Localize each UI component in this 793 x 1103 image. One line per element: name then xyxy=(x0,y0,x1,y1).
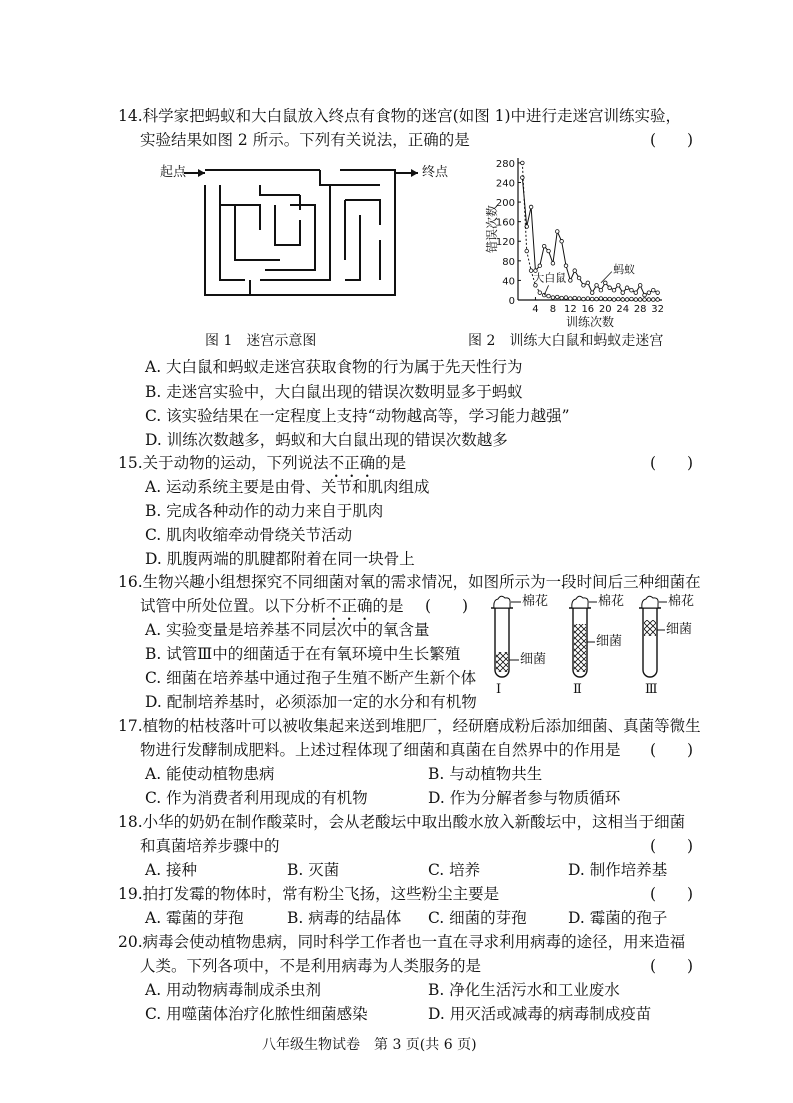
ant-data-point xyxy=(617,284,621,288)
rat-data-point xyxy=(656,298,660,302)
q14-stem-line2: 实验结果如图 2 所示。下列有关说法，正确的是 xyxy=(140,131,470,149)
q16-stem-line1: 16.生物兴趣小组想探究不同细菌对氧的需求情况，如图所示为一段时间后三种细菌在 xyxy=(118,573,701,591)
q20-option-c: C. 用噬菌体治疗化脓性细菌感染 xyxy=(145,1005,368,1023)
rat-data-point xyxy=(555,295,559,299)
tube3-bacteria-label: 细菌 xyxy=(666,622,693,637)
rat-data-point xyxy=(577,297,581,301)
rat-data-point xyxy=(569,297,573,301)
q19-option-b: B. 病毒的结晶体 xyxy=(287,909,402,927)
tube2-cotton-label: 棉花 xyxy=(598,594,625,609)
ant-data-point xyxy=(643,293,647,297)
rat-data-point xyxy=(564,296,568,300)
ant-data-point xyxy=(542,244,546,248)
rat-data-point xyxy=(617,297,621,301)
q19-option-d: D. 霉菌的孢子 xyxy=(568,909,668,927)
q20-stem-line2: 人类。下列各项中，不是利用病毒为人类服务的是 xyxy=(140,957,482,975)
q15-answer-paren: ( ) xyxy=(650,454,694,472)
q15-option-c: C. 肌肉收缩牵动骨绕关节活动 xyxy=(145,526,353,544)
rat-data-point xyxy=(638,298,642,302)
rat-data-point xyxy=(647,298,651,302)
q17-option-b: B. 与动植物共生 xyxy=(428,765,543,783)
y-tick-label: 280 xyxy=(495,158,515,170)
ant-data-point xyxy=(551,261,555,265)
test-tubes-diagram xyxy=(485,590,695,690)
q18-option-c: C. 培养 xyxy=(428,861,481,879)
y-axis-label: 错误次数 xyxy=(485,204,499,254)
maze-end-label: 终点 xyxy=(422,165,449,180)
x-tick-label: 8 xyxy=(549,304,557,315)
q15-stem-post: 的是 xyxy=(375,454,407,472)
q16-stem-pre: 试管中所处位置。以下分析 xyxy=(140,597,327,615)
tube1-bacteria-label: 细菌 xyxy=(520,652,547,667)
rat-data-point xyxy=(612,298,616,302)
rat-label-leader xyxy=(544,285,548,295)
tube3-label: Ⅲ xyxy=(645,682,658,697)
x-tick-label: 28 xyxy=(633,304,647,315)
y-tick-label: 80 xyxy=(502,256,515,268)
x-tick-label: 32 xyxy=(651,304,665,315)
x-tick-label: 24 xyxy=(616,304,630,315)
ant-data-point xyxy=(573,269,577,273)
tube3-cotton-label: 棉花 xyxy=(668,594,695,609)
tube2-label: Ⅱ xyxy=(573,682,582,697)
fig2-caption: 图 2 训练大白鼠和蚂蚁走迷宫 xyxy=(468,333,664,349)
q16-option-c: C. 细菌在培养基中通过孢子生殖不断产生新个体 xyxy=(145,669,477,687)
q16-stem-post: 的是 xyxy=(372,597,404,615)
q18-stem-line2: 和真菌培养步骤中的 xyxy=(140,837,280,855)
q15-option-a: A. 运动系统主要是由骨、关节和肌肉组成 xyxy=(145,478,430,496)
q16-option-a: A. 实验变量是培养基不同层次中的氧含量 xyxy=(145,621,430,639)
rat-data-point xyxy=(560,296,564,300)
q14-option-a: A. 大白鼠和蚂蚁走迷宫获取食物的行为属于先天性行为 xyxy=(145,358,523,376)
rat-series-label: 大白鼠 xyxy=(533,271,567,285)
q18-stem-line1: 18.小华的奶奶在制作酸菜时，会从老酸坛中取出酸水放入新酸坛中，这相当于细菌 xyxy=(118,813,686,831)
x-tick-label: 16 xyxy=(581,304,595,315)
q18-answer-paren: ( ) xyxy=(650,837,694,855)
maze-diagram xyxy=(150,150,440,300)
rat-data-point xyxy=(625,298,629,302)
y-tick-label: 240 xyxy=(495,178,515,190)
rat-data-point xyxy=(603,297,607,301)
ant-data-point xyxy=(582,284,586,288)
rat-data-point xyxy=(586,297,590,301)
y-tick-label: 40 xyxy=(502,276,515,288)
ant-data-point xyxy=(529,205,533,209)
ant-data-point xyxy=(651,288,655,292)
q20-stem-line1: 20.病毒会使动植物患病，同时科学工作者也一直在寻求利用病毒的途径，用来造福 xyxy=(118,933,686,951)
q19-option-c: C. 细菌的芽孢 xyxy=(428,909,527,927)
x-tick-label: 12 xyxy=(563,304,577,315)
rat-data-point xyxy=(599,297,603,301)
rat-data-point xyxy=(643,298,647,302)
ant-data-point xyxy=(538,264,542,268)
x-axis-label: 训练次数 xyxy=(565,315,615,329)
rat-data-point xyxy=(590,297,594,301)
rat-data-point xyxy=(595,297,599,301)
q20-option-d: D. 用灭活或减毒的病毒制成疫苗 xyxy=(428,1005,652,1023)
q17-answer-paren: ( ) xyxy=(650,741,694,759)
q17-option-a: A. 能使动植物患病 xyxy=(145,765,275,783)
q15-option-b: B. 完成各种动作的动力来自于肌肉 xyxy=(145,502,384,520)
q20-option-a: A. 用动物病毒制成杀虫剂 xyxy=(145,981,322,999)
q17-stem-line2: 物进行发酵制成肥料。上述过程体现了细菌和真菌在自然界中的作用是 xyxy=(140,741,621,759)
ant-data-point xyxy=(608,286,612,290)
ant-data-point xyxy=(630,288,634,292)
rat-data-point xyxy=(621,298,625,302)
y-tick-label: 160 xyxy=(495,217,515,229)
ant-data-point xyxy=(595,284,599,288)
ant-data-point xyxy=(577,276,581,280)
q20-option-b: B. 净化生活污水和工业废水 xyxy=(428,981,620,999)
rat-data-point xyxy=(582,297,586,301)
q15-stem-pre: 15.关于动物的运动，下列说法 xyxy=(118,454,329,472)
rat-data-point xyxy=(634,298,638,302)
x-tick-label: 20 xyxy=(598,304,612,315)
rat-data-point xyxy=(608,297,612,301)
q19-option-a: A. 霉菌的芽孢 xyxy=(145,909,244,927)
ant-data-point xyxy=(621,291,625,295)
ant-data-point xyxy=(638,284,642,288)
ant-data-point xyxy=(634,291,638,295)
q14-answer-paren: ( ) xyxy=(650,131,694,149)
q14-option-c: C. 该实验结果在一定程度上支持“动物越高等，学习能力越强” xyxy=(145,407,570,425)
q15-option-d: D. 肌腹两端的肌腱都附着在同一块骨上 xyxy=(145,550,415,568)
ant-data-point xyxy=(560,239,564,243)
y-tick-label: 200 xyxy=(495,198,515,210)
q18-option-b: B. 灭菌 xyxy=(287,861,340,879)
y-tick-label: 0 xyxy=(508,296,515,307)
tube1-label: Ⅰ xyxy=(496,682,502,697)
ant-data-point xyxy=(625,286,629,290)
q15-stem-emphasis: 不正确 xyxy=(328,454,376,472)
q16-option-b: B. 试管Ⅲ中的细菌适于在有氧环境中生长繁殖 xyxy=(145,645,461,663)
q18-option-a: A. 接种 xyxy=(145,861,198,879)
ant-data-point xyxy=(599,288,603,292)
rat-data-point xyxy=(521,161,525,165)
page-footer: 八年级生物试卷 第 3 页(共 6 页) xyxy=(262,1037,477,1053)
ant-data-point xyxy=(555,230,559,234)
q19-answer-paren: ( ) xyxy=(650,885,694,903)
ant-data-point xyxy=(547,249,551,253)
tube2-bacteria-label: 细菌 xyxy=(596,634,623,649)
ant-data-point xyxy=(590,291,594,295)
ant-data-point xyxy=(647,291,651,295)
q17-option-c: C. 作为消费者利用现成的有机物 xyxy=(145,789,368,807)
q18-option-d: D. 制作培养基 xyxy=(568,861,668,879)
rat-data-point xyxy=(573,296,577,300)
q17-option-d: D. 作为分解者参与物质循环 xyxy=(428,789,621,807)
rat-data-point xyxy=(551,296,555,300)
q14-option-d: D. 训练次数越多，蚂蚁和大白鼠出现的错误次数越多 xyxy=(145,431,508,449)
q16-stem-emphasis: 不正确 xyxy=(326,597,373,615)
maze-start-label: 起点 xyxy=(160,165,187,180)
rat-data-point xyxy=(651,298,655,302)
q17-stem-line1: 17.植物的枯枝落叶可以被收集起来送到堆肥厂，经研磨成粉后添加细菌、真菌等微生 xyxy=(118,717,701,735)
fig1-caption: 图 1 迷宫示意图 xyxy=(205,333,317,349)
ant-data-point xyxy=(612,288,616,292)
rat-data-point xyxy=(538,291,542,295)
rat-data-point xyxy=(630,297,634,301)
ant-data-point xyxy=(564,264,568,268)
q14-option-b: B. 走迷宫实验中，大白鼠出现的错误次数明显多于蚂蚁 xyxy=(145,383,523,401)
x-tick-label: 4 xyxy=(532,304,539,315)
error-count-chart xyxy=(470,150,670,330)
ant-data-point xyxy=(656,291,660,295)
q14-stem-line1: 14.科学家把蚂蚁和大白鼠放入终点有食物的迷宫(如图 1)中进行走迷宫训练实验， xyxy=(118,107,682,125)
rat-data-point xyxy=(525,249,529,253)
rat-data-point xyxy=(547,294,551,298)
ant-data-point xyxy=(569,279,573,283)
ant-data-point xyxy=(586,281,590,285)
ant-series-label: 蚂蚁 xyxy=(613,263,636,277)
y-tick-label: 120 xyxy=(495,237,515,249)
ant-data-point xyxy=(521,176,525,180)
q20-answer-paren: ( ) xyxy=(650,957,694,975)
ant-data-point xyxy=(603,281,607,285)
q19-stem: 19.拍打发霉的物体时，常有粉尘飞扬，这些粉尘主要是 xyxy=(118,885,500,903)
tube1-cotton-label: 棉花 xyxy=(522,594,549,609)
q16-option-d: D. 配制培养基时，必须添加一定的水分和有机物 xyxy=(145,693,477,711)
q16-answer-paren: ( ) xyxy=(425,597,469,615)
